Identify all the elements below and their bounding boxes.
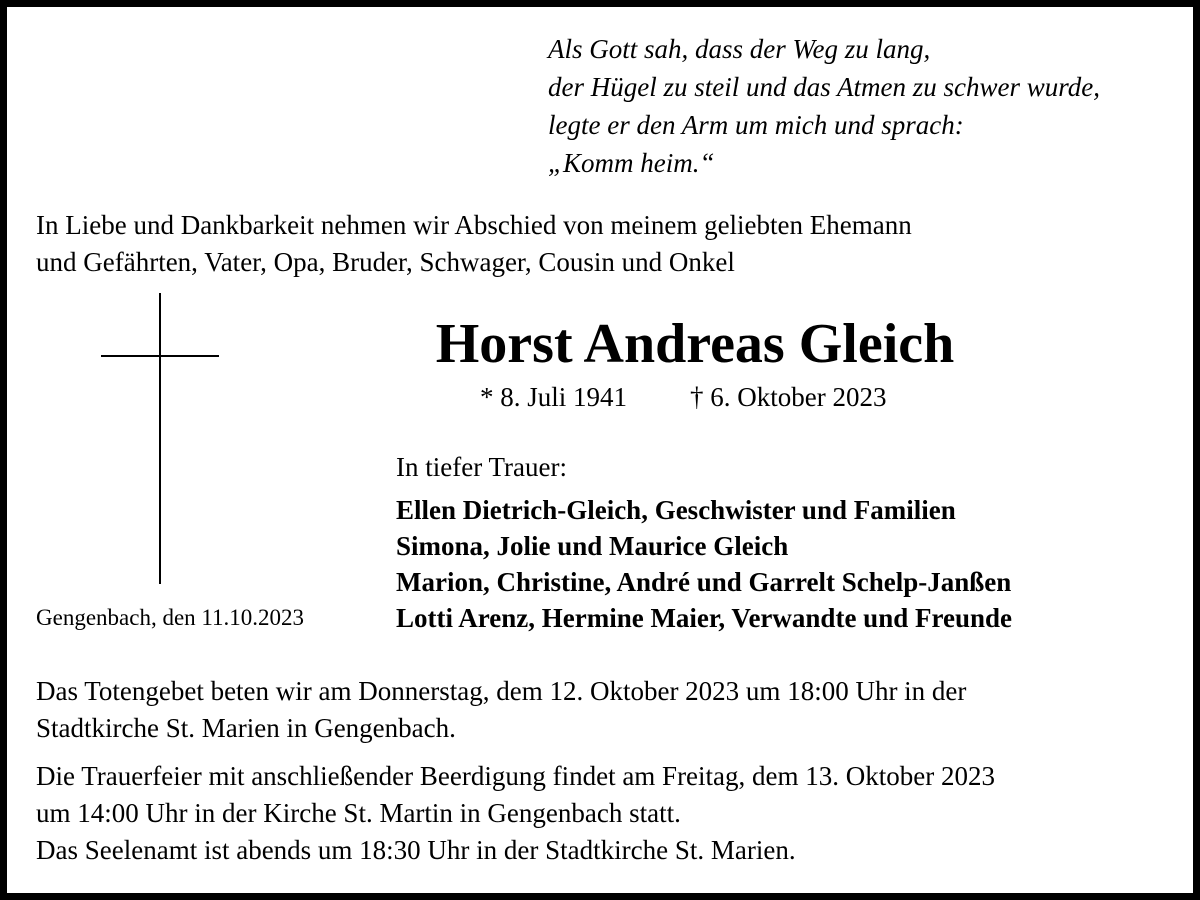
intro-line: und Gefährten, Vater, Opa, Bruder, Schwager, Cousin und Onkel [36, 247, 735, 277]
poem-line: Als Gott sah, dass der Weg zu lang, [548, 34, 931, 64]
birth-date: * 8. Juli 1941 [480, 382, 628, 412]
mourners-list [396, 492, 1012, 636]
paragraph-line: Das Totengebet beten wir am Donnerstag, dem 12. Oktober 2023 um 18:00 Uhr in der [36, 676, 967, 706]
paragraph-line: um 14:00 Uhr in der Kirche St. Martin in Gengenbach statt. [36, 798, 681, 828]
funeral-paragraph [36, 758, 995, 869]
poem-line: der Hügel zu steil und das Atmen zu schwer wurde, [548, 72, 1100, 102]
mourner-line: Lotti Arenz, Hermine Maier, Verwandte und Freunde [396, 603, 1012, 633]
poem-line: „Komm heim.“ [548, 148, 715, 178]
mourner-line: Simona, Jolie und Maurice Gleich [396, 531, 789, 561]
farewell-intro [36, 207, 912, 281]
poem [548, 30, 1100, 182]
prayer-service-paragraph [36, 673, 966, 747]
paragraph-line: Das Seelenamt ist abends um 18:30 Uhr in der Stadtkirche St. Marien. [36, 835, 796, 865]
deceased-name: Horst Andreas Gleich [435, 313, 955, 375]
paragraph-line: Die Trauerfeier mit anschließender Beerdigung findet am Freitag, dem 13. Oktober 2023 [36, 761, 995, 791]
paragraph-line: Stadtkirche St. Marien in Gengenbach. [36, 713, 456, 743]
intro-line: In Liebe und Dankbarkeit nehmen wir Abschied von meinem geliebten Ehemann [36, 210, 912, 240]
mourner-line: Marion, Christine, André und Garrelt Schelp-Janßen [396, 567, 1012, 597]
poem-line: legte er den Arm um mich und sprach: [548, 110, 964, 140]
mourning-label: In tiefer Trauer: [396, 452, 567, 482]
death-date: † 6. Oktober 2023 [690, 382, 887, 412]
place-date: Gengenbach, den 11.10.2023 [36, 605, 305, 630]
mourner-line: Ellen Dietrich-Gleich, Geschwister und Familien [396, 495, 956, 525]
